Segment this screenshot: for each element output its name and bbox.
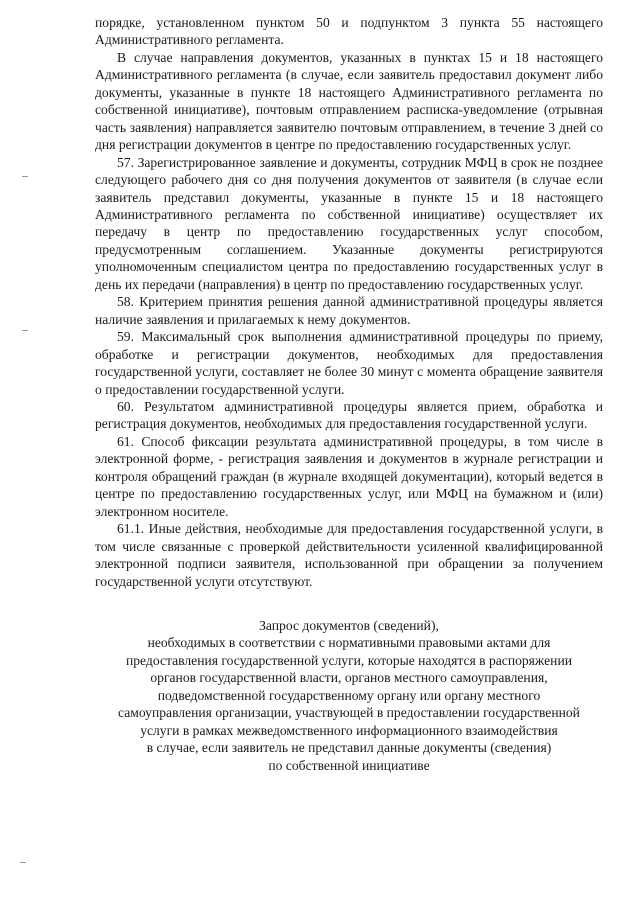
paragraph-61: 61. Способ фиксации результата административной процедуры, в том числе в электронной форме, - регистрация заявления и документов в журнале регистрации и контроля обращений граждан (в журнале входящей документации), который ведется в центре по предоставлению государственных услуг, или МФЦ на бумажном и (или) электронном носителе.	[95, 433, 603, 519]
paragraph-59: 59. Максимальный срок выполнения административной процедуры по приему, обработке и регистрации документов, необходимых для предоставления государственной услуги, составляет не более 30 минут с момента обращение заявителя о предоставлении государственной услуги.	[95, 329, 603, 397]
scan-artifact	[22, 330, 28, 331]
paragraph-58: 58. Критерием принятия решения данной административной процедуры является наличие заявления и прилагаемых к нему документов.	[95, 294, 603, 327]
paragraph-postal-notification: В случае направления документов, указанных в пунктах 15 и 18 настоящего Административного регламента (в случае, если заявитель предоставил документ либо документы, указанные в пункте 18 настоящего Административного регламента по собственной инициативе), почтовым отправлением расписка-уведомление (отрывная часть заявления) направляется заявителю почтовым отправлением, в течение 3 дней со дня регистрации документов в центре по предоставлению государственных услуг.	[95, 49, 603, 153]
scan-artifact	[22, 176, 28, 177]
heading-line: необходимых в соответствии с нормативными правовыми актами для	[147, 635, 551, 651]
paragraph-61-1: 61.1. Иные действия, необходимые для предоставления государственной услуги, в том числе связанные с проверкой действительности усиленной квалифицированной электронной подписи заявителя, использованной при обращении за получением государственной услуги отсутствуют.	[95, 521, 603, 589]
heading-line: органов государственной власти, органов местного самоуправления,	[150, 670, 548, 686]
heading-line: подведомственной государственному органу или органу местного	[157, 687, 541, 703]
heading-line: Запрос документов (сведений),	[259, 617, 439, 633]
document-body	[95, 14, 603, 774]
heading-line: по собственной инициативе	[268, 757, 430, 773]
section-heading	[95, 617, 603, 774]
paragraph-57: 57. Зарегистрированное заявление и документы, сотрудник МФЦ в срок не позднее следующего рабочего дня со дня получения документов от заявителя (в случае если заявитель представил документы, указанные в пункте 15 и 18 настоящего Административного регламента по собственной инициативе) осуществляет их передачу в центр по предоставлению государственных услуг способом, предусмотренным соглашением. Указанные документы регистрируются уполномоченным специалистом центра по предоставлению государственных услуг в день их передачи (направления) в центр по предоставлению государственных услуг.	[95, 154, 603, 292]
scan-artifact	[20, 862, 26, 863]
paragraph-continuation: порядке, установленном пунктом 50 и подпунктом 3 пункта 55 настоящего Административного регламента.	[95, 15, 603, 48]
paragraph-60: 60. Результатом административной процедуры является прием, обработка и регистрация документов, необходимых для предоставления государственной услуги.	[95, 398, 603, 432]
heading-line: самоуправления организации, участвующей в предоставлении государственной	[118, 705, 580, 721]
heading-line: предоставления государственной услуги, которые находятся в распоряжении	[125, 652, 573, 668]
heading-line: услуги в рамках межведомственного информационного взаимодействия	[140, 722, 558, 738]
heading-line: в случае, если заявитель не представил данные документы (сведения)	[146, 740, 552, 756]
